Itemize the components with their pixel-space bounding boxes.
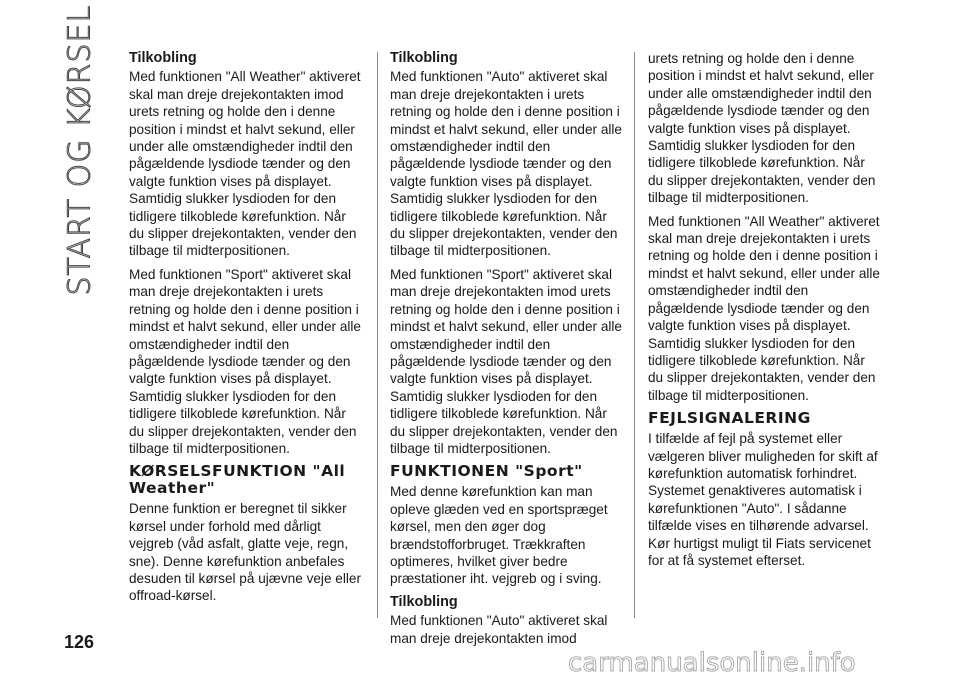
column-divider [634,52,635,618]
paragraph: Med funktionen "Auto" aktiveret skal man dreje drejekontakten imod [390,613,608,646]
section-heading: FUNKTIONEN "Sport" [390,462,583,481]
paragraph: Med funktionen "All Weather" aktiveret skal man dreje drejekontakten imod urets retning og holde den i denne position i mindst et halvt sekund, eller under alle omstændigheder indtil den pågældende lysdiode tænder og den valgte funktion vises på displayet. Samtidig slukker lysdioden for den tidligere tilkoblede kørefunktion. Når du slipper drejekontakten, vender den tilbage til midterpositionen. [129,69,361,259]
chapter-title: START OG KØRSEL [62,4,98,296]
paragraph: urets retning og holde den i denne position i mindst et halvt sekund, eller under alle omstændigheder indtil den pågældende lysdiode tænder og den valgte funktion vises på displayet. Samtidig slukker lysdioden for den tidligere tilkoblede kørefunktion. Når du slipper drejekontakten, vender den tilbage til midterpositionen. [648,51,876,206]
subheading: Tilkobling [390,593,458,610]
page-number: 126 [64,632,95,652]
text-column-1 [129,50,361,611]
section-heading: KØRSELSFUNKTION "All Weather" [129,462,346,498]
paragraph: Med denne kørefunktion kan man opleve glæden ved en sportspræget kørsel, men den øger dog brændstofforbruget. Trækkraften optimeres, hvilket giver bedre præstationer iht. vejgreb og i sving. [390,484,608,587]
paragraph: Denne funktion er beregnet til sikker kørsel under forhold med dårligt vejgreb (våd asfalt, glatte veje, regn, sne). Denne kørefunktion anbefales desuden til kørsel på ujævne veje eller offroad-kørsel. [129,501,361,604]
paragraph: Med funktionen "Sport" aktiveret skal man dreje drejekontakten imod urets retning og holde den i denne position i mindst et halvt sekund, eller under alle omstændigheder indtil den pågældende lysdiode tænder og den valgte funktion vises på displayet. Samtidig slukker lysdioden for den tidligere tilkoblede kørefunktion. Når du slipper drejekontakten, vender den tilbage til midterpositionen. [390,266,622,456]
column-divider [377,52,378,618]
paragraph: Med funktionen "Auto" aktiveret skal man dreje drejekontakten i urets retning og holde den i denne position i mindst et halvt sekund, eller under alle omstændigheder indtil den pågældende lysdiode tænder og den valgte funktion vises på displayet. Samtidig slukker lysdioden for den tidligere tilkoblede kørefunktion. Når du slipper drejekontakten, vender den tilbage til midterpositionen. [390,69,622,259]
subheading: Tilkobling [129,50,197,66]
paragraph: Med funktionen "All Weather" aktiveret skal man dreje drejekontakten i urets retning og holde den i denne position i mindst et halvt sekund, eller under alle omstændigheder indtil den pågældende lysdiode tænder og den valgte funktion vises på displayet. Samtidig slukker lysdioden for den tidligere tilkoblede kørefunktion. Når du slipper drejekontakten, vender den tilbage til midterpositionen. [648,213,880,403]
paragraph: Med funktionen "Sport" aktiveret skal man dreje drejekontakten i urets retning og holde den i denne position i mindst et halvt sekund, eller under alle omstændigheder indtil den pågældende lysdiode tænder og den valgte funktion vises på displayet. Samtidig slukker lysdioden for den tidligere tilkoblede kørefunktion. Når du slipper drejekontakten, vender den tilbage til midterpositionen. [129,266,361,456]
watermark: carmanualsonline.info [568,648,856,678]
subheading: Tilkobling [390,50,458,66]
text-column-3 [648,50,880,575]
paragraph: I tilfælde af fejl på systemet eller vælgeren bliver muligheden for skift af kørefunktion automatisk forhindret. Systemet genaktiveres automatisk i kørefunktionen "Auto". I sådanne tilfælde vises en tilhørende advarsel. Kør hurtigst muligt til Fiats servicenet for at få systemet efterset. [648,431,878,568]
section-heading: FEJLSIGNALERING [648,409,811,428]
text-column-2 [390,50,622,653]
